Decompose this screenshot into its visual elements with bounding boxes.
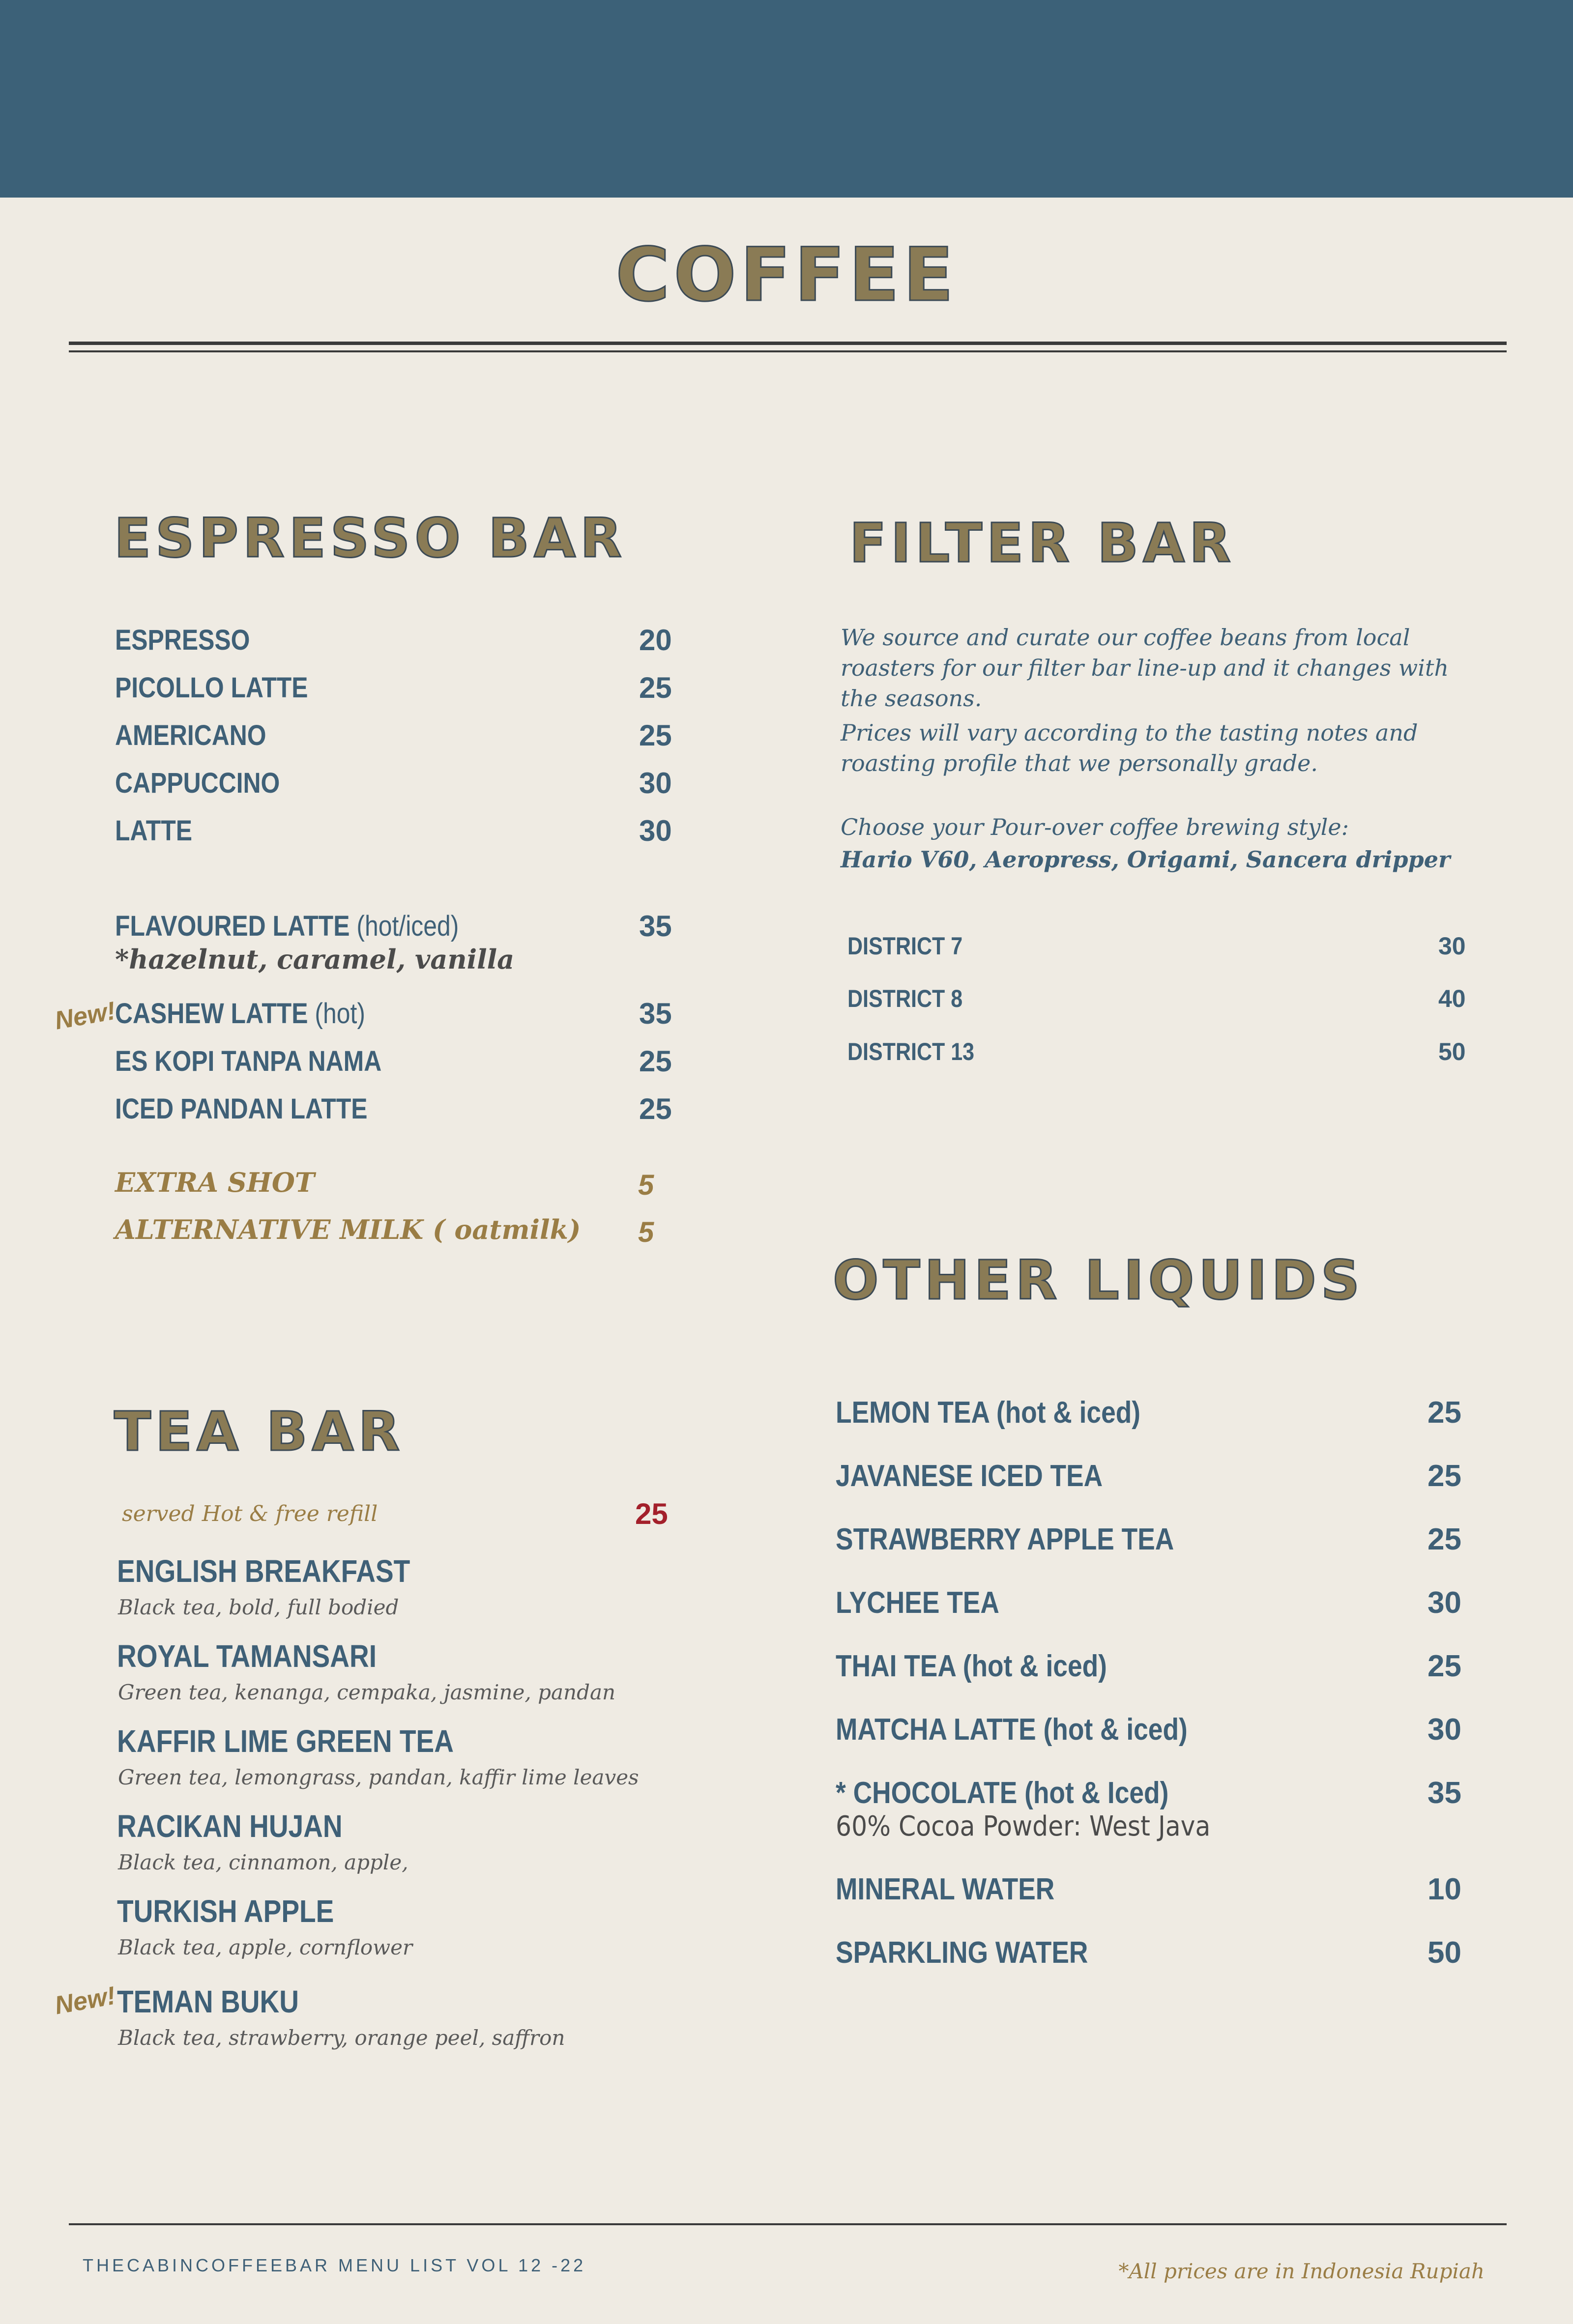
menu-item-price: 25	[639, 1045, 672, 1078]
tea-serving-note: served Hot & free refill	[122, 1501, 378, 1526]
tea-item-desc: Black tea, bold, full bodied	[118, 1595, 399, 1619]
liquid-item-price: 10	[1427, 1872, 1461, 1906]
tea-bar-title: TEA BAR	[114, 1400, 405, 1463]
other-liquids-title: OTHER LIQUIDS	[833, 1249, 1365, 1312]
filter-item-name: DISTRICT 8	[847, 985, 963, 1012]
tea-price: 25	[635, 1497, 668, 1530]
liquid-item-note: (hot & iced)	[1043, 1713, 1188, 1747]
liquid-item-price: 25	[1427, 1459, 1461, 1493]
espresso-bar-title: ESPRESSO BAR	[114, 507, 626, 570]
filter-item-name: DISTRICT 13	[847, 1038, 975, 1065]
extra-item-name: EXTRA SHOT	[115, 1167, 315, 1198]
tea-item-desc: Green tea, kenanga, cempaka, jasmine, pandan	[118, 1680, 616, 1704]
menu-item-note: (hot)	[315, 998, 365, 1030]
liquid-item-name	[836, 1395, 1140, 1431]
menu-item-price: 35	[639, 910, 672, 943]
tea-item-name: KAFFIR LIME GREEN TEA	[117, 1723, 454, 1759]
liquid-item-price: 30	[1427, 1713, 1461, 1747]
menu-item-price: 30	[639, 767, 672, 800]
liquid-item-name: MINERAL WATER	[836, 1872, 1055, 1906]
tea-item-name: ROYAL TAMANSARI	[117, 1638, 377, 1674]
menu-item-name	[115, 909, 459, 944]
menu-item-price: 20	[639, 624, 672, 657]
menu-item-price: 25	[639, 719, 672, 752]
filter-bar-brew-prompt: Choose your Pour-over coffee brewing style:	[841, 814, 1349, 840]
tea-item-desc: Black tea, cinnamon, apple,	[118, 1850, 408, 1874]
liquid-item-name: JAVANESE ICED TEA	[836, 1459, 1103, 1493]
tea-item-name: TURKISH APPLE	[117, 1894, 334, 1929]
extra-item-price: 5	[638, 1216, 654, 1248]
page-title: COFFEE	[615, 232, 958, 318]
liquid-item-price: 35	[1427, 1776, 1461, 1810]
new-badge: New!	[52, 996, 118, 1035]
filter-item-price: 30	[1438, 932, 1466, 960]
footer-currency-note: *All prices are in Indonesia Rupiah	[1118, 2259, 1485, 2283]
extra-item-price: 5	[638, 1169, 654, 1201]
footer-divider	[69, 2223, 1507, 2225]
liquid-item-name-text: MATCHA LATTE	[836, 1713, 1036, 1747]
menu-item-price: 25	[639, 671, 672, 704]
liquid-item-origin: 60% Cocoa Powder: West Java	[836, 1810, 1211, 1842]
liquid-item-note: (hot & iced)	[962, 1649, 1107, 1683]
menu-item-price: 25	[639, 1092, 672, 1125]
menu-item-name: ICED PANDAN LATTE	[115, 1093, 368, 1125]
liquid-item-name-text: THAI TEA	[836, 1649, 956, 1683]
menu-item-name	[115, 997, 365, 1031]
liquid-item-note: (hot & iced)	[996, 1396, 1141, 1430]
filter-bar-brew-methods: Hario V60, Aeropress, Origami, Sancera dripper	[841, 846, 1451, 873]
liquid-item-name	[836, 1775, 1168, 1811]
liquid-item-price: 50	[1427, 1936, 1461, 1970]
menu-item-name: PICOLLO LATTE	[115, 672, 308, 704]
header-band	[0, 0, 1573, 198]
liquid-item-name: SPARKLING WATER	[836, 1936, 1088, 1970]
liquid-item-name	[836, 1712, 1188, 1748]
menu-item-name: ESPRESSO	[115, 624, 250, 656]
liquid-item-name-text: LEMON TEA	[836, 1396, 990, 1430]
filter-item-price: 50	[1438, 1038, 1466, 1065]
tea-item-desc: Green tea, lemongrass, pandan, kaffir lime leaves	[118, 1765, 639, 1789]
menu-item-name: ES KOPI TANPA NAMA	[115, 1045, 382, 1077]
menu-item-name: CAPPUCCINO	[115, 767, 280, 799]
menu-item-note: (hot/iced)	[356, 910, 459, 942]
liquid-item-name-text: * CHOCOLATE	[836, 1776, 1018, 1810]
extra-item-name: ALTERNATIVE MILK ( oatmilk)	[115, 1214, 581, 1245]
liquid-item-note: (hot & Iced)	[1024, 1776, 1169, 1810]
title-divider-bottom	[69, 350, 1507, 352]
liquid-item-price: 25	[1427, 1396, 1461, 1430]
tea-item-name: RACIKAN HUJAN	[117, 1808, 343, 1844]
tea-item-desc: Black tea, strawberry, orange peel, saffron	[118, 2026, 565, 2050]
menu-item-name-text: FLAVOURED LATTE	[115, 910, 350, 942]
tea-item-desc: Black tea, apple, cornflower	[118, 1935, 413, 1959]
tea-item-name: ENGLISH BREAKFAST	[117, 1553, 410, 1589]
menu-item-price: 30	[639, 814, 672, 847]
liquid-item-name	[836, 1648, 1107, 1685]
footer-menu-info: THECABINCOFFEEBAR MENU LIST VOL 12 -22	[83, 2255, 586, 2275]
new-badge: New!	[52, 1981, 118, 2020]
tea-item-name: TEMAN BUKU	[117, 1984, 299, 2019]
menu-item-flavours: *hazelnut, caramel, vanilla	[115, 944, 515, 975]
filter-item-name: DISTRICT 7	[847, 932, 963, 960]
liquid-item-name: STRAWBERRY APPLE TEA	[836, 1522, 1174, 1556]
liquid-item-price: 25	[1427, 1522, 1461, 1556]
filter-bar-intro: We source and curate our coffee beans from local roasters for our filter bar line-up and it changes with the seasons.	[841, 624, 1449, 712]
menu-item-name-text: CASHEW LATTE	[115, 998, 308, 1030]
liquid-item-name: LYCHEE TEA	[836, 1586, 999, 1620]
filter-bar-pricing-note: Prices will vary according to the tasting notes and roasting profile that we personally grade.	[841, 719, 1418, 776]
menu-item-name: LATTE	[115, 815, 193, 847]
menu-item-price: 35	[639, 997, 672, 1030]
filter-item-price: 40	[1438, 985, 1466, 1012]
title-divider-top	[69, 342, 1507, 345]
filter-bar-title: FILTER BAR	[849, 512, 1235, 574]
liquid-item-price: 25	[1427, 1649, 1461, 1683]
menu-item-name: AMERICANO	[115, 719, 266, 751]
liquid-item-price: 30	[1427, 1586, 1461, 1620]
